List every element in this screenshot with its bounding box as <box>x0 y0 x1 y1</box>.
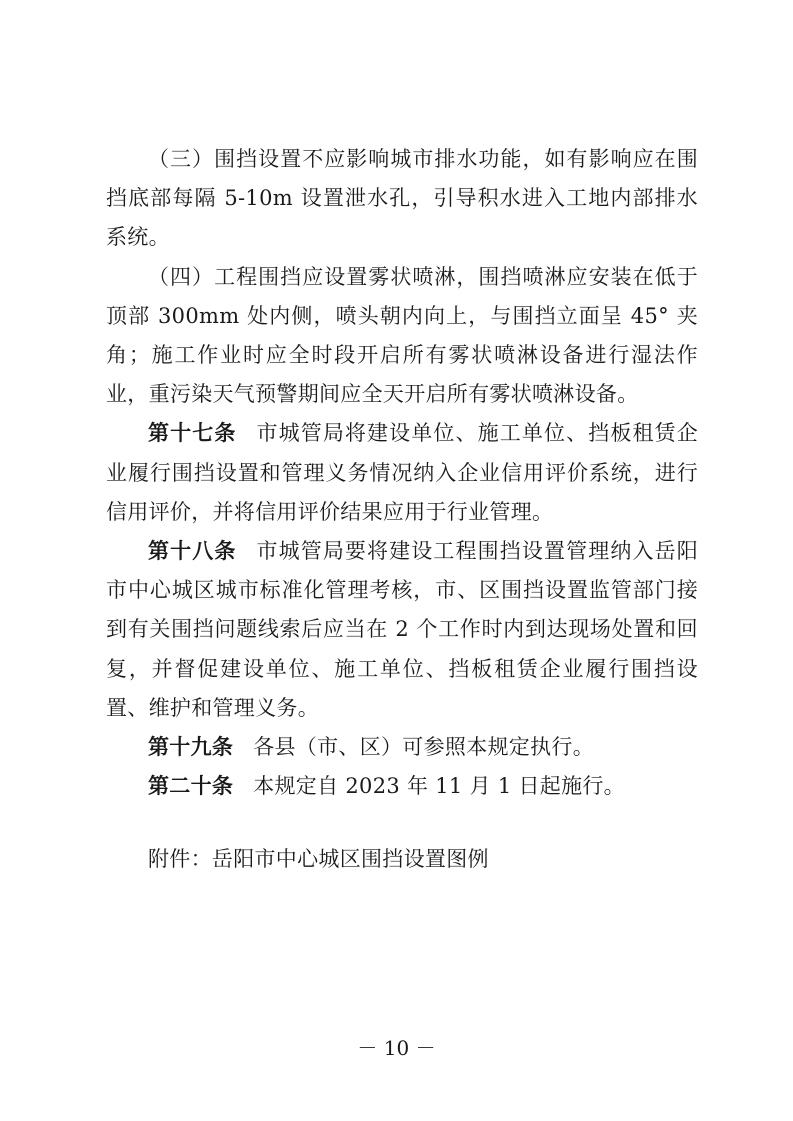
article-heading: 第十九条 <box>148 735 234 760</box>
document-body <box>106 140 698 806</box>
article-heading: 第十八条 <box>148 539 237 564</box>
paragraph-clause-3 <box>106 140 698 258</box>
paragraph-article-17 <box>106 414 698 532</box>
paragraph-text: 市城管局将建设单位、施工单位、挡板租赁企业履行围挡设置和管理义务情况纳入企业信用评价系统，进行信用评价，并将信用评价结果应用于行业管理。 <box>106 421 698 524</box>
paragraph-clause-4 <box>106 258 698 415</box>
paragraph-text: （四）工程围挡应设置雾状喷淋，围挡喷淋应安装在低于顶部 300mm 处内侧，喷头朝内向上，与围挡立面呈 45° 夹角；施工作业时应全时段开启所有雾状喷淋设备进行湿法作业，重污染天气预警期间应全天开启所有雾状喷淋设备。 <box>106 264 698 407</box>
paragraph-text: 各县（市、区）可参照本规定执行。 <box>253 735 595 760</box>
paragraph-text: 本规定自 2023 年 11 月 1 日起施行。 <box>253 774 625 799</box>
paragraph-text: （三）围挡设置不应影响城市排水功能，如有影响应在围挡底部每隔 5-10m 设置泄水孔，引导积水进入工地内部排水系统。 <box>106 147 698 250</box>
paragraph-article-18 <box>106 532 698 728</box>
page-number: － 10 － <box>357 1036 436 1060</box>
paragraph-article-19 <box>106 728 698 767</box>
paragraph-article-20 <box>106 767 698 806</box>
attachment-note: 附件：岳阳市中心城区围挡设置图例 <box>148 847 489 871</box>
paragraph-text: 市城管局要将建设工程围挡设置管理纳入岳阳市中心城区城市标准化管理考核，市、区围挡设置监管部门接到有关围挡问题线索后应当在 2 个工作时内到达现场处置和回复，并督促建设单位、施工单位、挡板租赁企业履行围挡设置、维护和管理义务。 <box>106 539 698 720</box>
article-heading: 第十七条 <box>148 421 237 446</box>
article-heading: 第二十条 <box>148 774 234 799</box>
